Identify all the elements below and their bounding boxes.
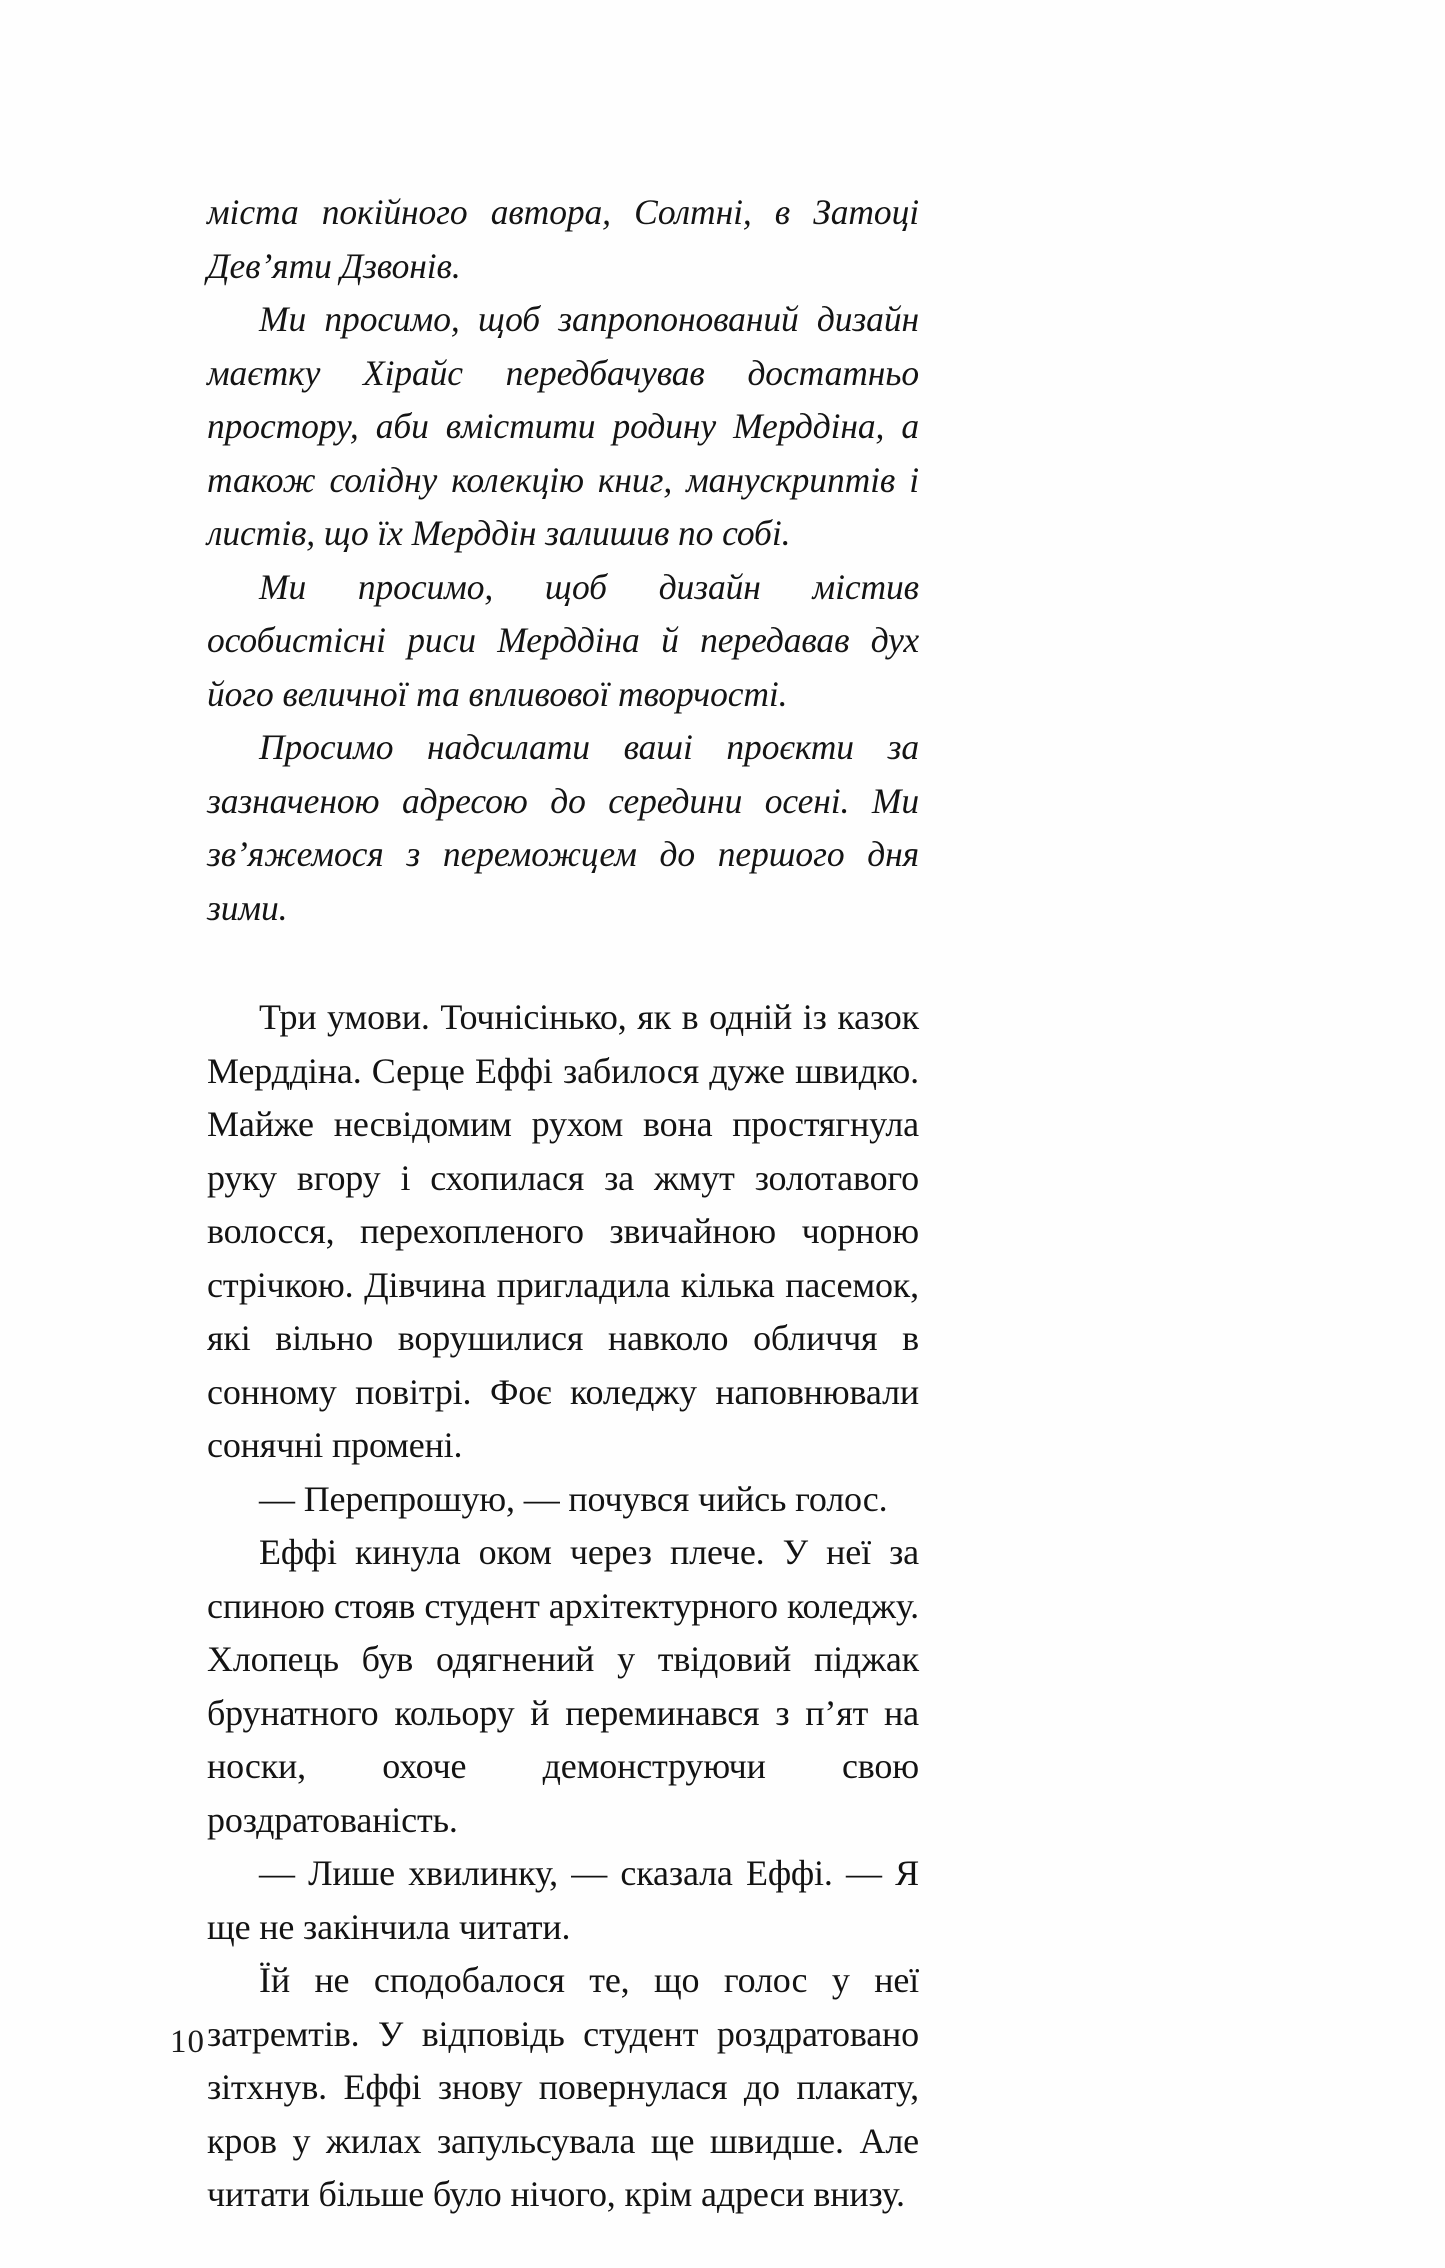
page-text-column — [207, 186, 919, 2222]
notice-paragraph: Ми просимо, щоб дизайн містив особистісні риси Мерддіна й передавав дух його величної та впливової творчості. — [207, 566, 919, 714]
notice-paragraph: міста покійного автора, Солтні, в Затоці Дев’яти Дзвонів. — [207, 192, 919, 286]
body-paragraph: Еффі кинула оком через плече. У неї за спиною стояв студент архітектурного коледжу. Хлопець був одягнений у твідовий піджак брунатного кольору й переминався з п’ят на носки, охоче демонструючи свою роздратованість. — [207, 1532, 919, 1840]
italic-notice-block — [207, 186, 919, 935]
body-paragraph: — Лише хвилинку, — сказала Еффі. — Я ще не закінчила читати. — [207, 1853, 919, 1947]
narrative-body-block — [207, 991, 919, 2222]
body-paragraph: Їй не сподобалося те, що голос у неї затремтів. У відповідь студент роздратовано зітхнув. Еффі знову повернулася до плакату, кров у жилах запульсувала ще швидше. Але читати більше було нічого, крім адреси внизу. — [207, 1960, 919, 2214]
page-number: 10 — [170, 2024, 205, 2060]
body-paragraph: — Перепрошую, — почувся чийсь голос. — [259, 1478, 888, 1519]
body-paragraph: Три умови. Точнісінько, як в одній із казок Мерддіна. Серце Еффі забилося дуже швидко. Майже несвідомим рухом вона простягнула руку вгору і схопилася за жмут золотавого волосся, перехопленого звичайною чорною стрічкою. Дівчина пригладила кілька пасемок, які вільно ворушилися навколо обличчя в сонному повітрі. Фоє коледжу наповнювали сонячні промені. — [207, 997, 919, 1465]
notice-paragraph: Ми просимо, щоб запропонований дизайн маєтку Хірайс передбачував достатньо простору, аби вмістити родину Мерддіна, а також солідну колекцію книг, манускриптів і листів, що їх Мерддін залишив по собі. — [207, 299, 919, 553]
notice-paragraph: Просимо надсилати ваші проєкти за зазначеною адресою до середини осені. Ми зв’яжемося з переможцем до першого дня зими. — [207, 727, 919, 928]
